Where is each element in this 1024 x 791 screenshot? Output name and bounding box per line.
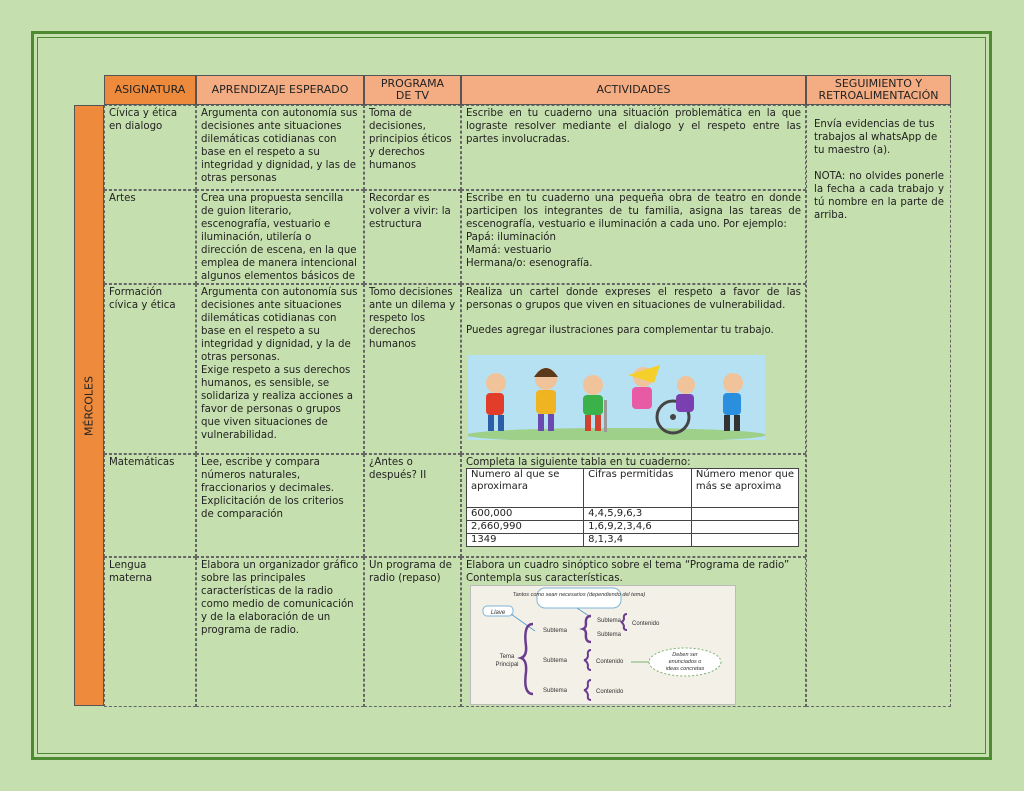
kids-illustration bbox=[468, 355, 765, 440]
table-header: Numero al que se aproximara bbox=[467, 469, 584, 508]
diagram-tema: Tema bbox=[499, 654, 515, 660]
row2-line-2: Mamá: vestuario bbox=[466, 245, 552, 256]
table-row bbox=[467, 534, 799, 547]
table-cell bbox=[691, 521, 798, 534]
header-seguimiento: SEGUIMIENTO Y RETROALIMENTACIÓN bbox=[806, 75, 951, 105]
diagram-subtema-5: Subtema bbox=[597, 632, 622, 638]
diagram-contenido-2: Contenido bbox=[596, 659, 624, 665]
row1-aprendizaje: Argumenta con autonomía sus decisiones ante situaciones dilemáticas cotidianas con base en el respeto a su integridad y dignidad, y las de otras personas bbox=[196, 105, 364, 190]
table-cell bbox=[691, 534, 798, 547]
table-cell: 1349 bbox=[467, 534, 584, 547]
row2-aprendizaje: Crea una propuesta sencilla de guion literario, escenografía, vestuario e iluminación, utilería o dirección de escena, en la que emplea de manera intencional algunos elementos básicos de bbox=[196, 190, 364, 284]
row1-programa: Toma de decisiones, principios éticos y derechos humanos bbox=[364, 105, 461, 190]
diagram-subtema-2: Subtema bbox=[543, 658, 568, 664]
numbers-table bbox=[466, 468, 799, 547]
row5-actividad: Elabora un cuadro sinóptico sobre el tema “Programa de radio” Contempla sus características. bbox=[461, 557, 806, 707]
table-cell bbox=[691, 508, 798, 521]
row4-aprendizaje: Lee, escribe y compara números naturales, fraccionarios y decimales. Explicitación de los criterios de comparación bbox=[196, 454, 364, 557]
row2-line-1: Papá: iluminación bbox=[466, 232, 557, 243]
row2-actividad bbox=[461, 190, 806, 284]
diagram-contenido-1: Contenido bbox=[632, 621, 660, 627]
row3-aprendizaje bbox=[196, 284, 364, 454]
header-aprendizaje: APRENDIZAJE ESPERADO bbox=[196, 75, 364, 105]
diagram-subtema-4: Subtema bbox=[597, 618, 622, 624]
table-row bbox=[467, 508, 799, 521]
table-header-row bbox=[467, 469, 799, 508]
header-actividades: ACTIVIDADES bbox=[461, 75, 806, 105]
seguimiento-text-2: NOTA: no olvides ponerle la fecha a cada trabajo y tú nombre en la parte de arriba. bbox=[814, 171, 944, 221]
row2-actividad-text: Escribe en tu cuaderno una pequeña obra de teatro en donde participen los integrantes de tu familia, asigna las tareas de escenografía, vestuario e iluminación a cada uno. Por ejemplo: bbox=[466, 193, 801, 230]
diagram-subtema-1: Subtema bbox=[543, 628, 568, 634]
table-cell: 600,000 bbox=[467, 508, 584, 521]
seguimiento-text-1: Envía evidencias de tus trabajos al whatsApp de tu maestro (a). bbox=[814, 119, 938, 156]
synoptic-diagram bbox=[470, 585, 736, 705]
row5-programa: Un programa de radio (repaso) bbox=[364, 557, 461, 707]
diagram-enunciados: enunciados o bbox=[668, 659, 702, 665]
row1-actividad: Escribe en tu cuaderno una situación problemática en la que lograste resolver mediante el dialogo y el respeto entre las partes involucradas. bbox=[461, 105, 806, 190]
row2-asignatura: Artes bbox=[104, 190, 196, 284]
table-header: Número menor que más se aproxima bbox=[691, 469, 798, 508]
table-cell: 1,6,9,2,3,4,6 bbox=[584, 521, 692, 534]
table-row bbox=[467, 521, 799, 534]
table-cell: 4,4,5,9,6,3 bbox=[584, 508, 692, 521]
row4-actividad: Completa la siguiente tabla en tu cuaderno: bbox=[461, 454, 806, 557]
diagram-deben: Deben ser bbox=[672, 652, 698, 658]
diagram-tantos: Tantos como sean necesarios (dependiendo del tema) bbox=[512, 592, 646, 598]
diagram-principal: Principal bbox=[495, 662, 519, 668]
synoptic-drawing bbox=[471, 586, 735, 704]
table-cell: 2,660,990 bbox=[467, 521, 584, 534]
diagram-llave: Llave bbox=[490, 610, 506, 616]
row4-asignatura: Matemáticas bbox=[104, 454, 196, 557]
table-header: Cifras permitidas bbox=[584, 469, 692, 508]
diagram-subtema-3: Subtema bbox=[543, 688, 568, 694]
day-label: MÉRCOLES bbox=[82, 375, 96, 436]
table-cell: 8,1,3,4 bbox=[584, 534, 692, 547]
row3-programa: Tomo decisiones ante un dilema y respeto los derechos humanos bbox=[364, 284, 461, 454]
day-column bbox=[74, 105, 104, 706]
row3-asignatura: Formación cívica y ética bbox=[104, 284, 196, 454]
row3-aprendizaje-2: Exige respeto a sus derechos humanos, es sensible, se solidariza y realiza acciones a favor de personas o grupos que viven situaciones de vulnerabilidad. bbox=[201, 365, 354, 441]
header-asignatura: ASIGNATURA bbox=[104, 75, 196, 105]
row3-actividad-1: Realiza un cartel donde expreses el respeto a favor de las personas o grupos que viven en situaciones de vulnerabilidad. bbox=[466, 287, 801, 311]
seguimiento-cell bbox=[806, 105, 951, 707]
kids-drawing bbox=[468, 355, 765, 440]
header-programa: PROGRAMA DE TV bbox=[364, 75, 461, 105]
diagram-ideas: ideas concretas bbox=[665, 666, 705, 672]
row5-asignatura: Lengua materna bbox=[104, 557, 196, 707]
row4-programa: ¿Antes o después? II bbox=[364, 454, 461, 557]
row5-aprendizaje: Elabora un organizador gráfico sobre las principales características de la radio como medio de comunicación y de la elaboración de un programa de radio. bbox=[196, 557, 364, 707]
row3-actividad-2: Puedes agregar ilustraciones para complementar tu trabajo. bbox=[466, 325, 774, 336]
diagram-contenido-3: Contenido bbox=[596, 689, 624, 695]
row1-asignatura: Cívica y ética en dialogo bbox=[104, 105, 196, 190]
row3-aprendizaje-1: Argumenta con autonomía sus decisiones ante situaciones dilemáticas cotidianas con base en el respeto a su integridad y dignidad, y la de otras personas. bbox=[201, 287, 358, 363]
row2-programa: Recordar es volver a vivir: la estructura bbox=[364, 190, 461, 284]
row2-line-3: Hermana/o: esenografía. bbox=[466, 258, 593, 269]
